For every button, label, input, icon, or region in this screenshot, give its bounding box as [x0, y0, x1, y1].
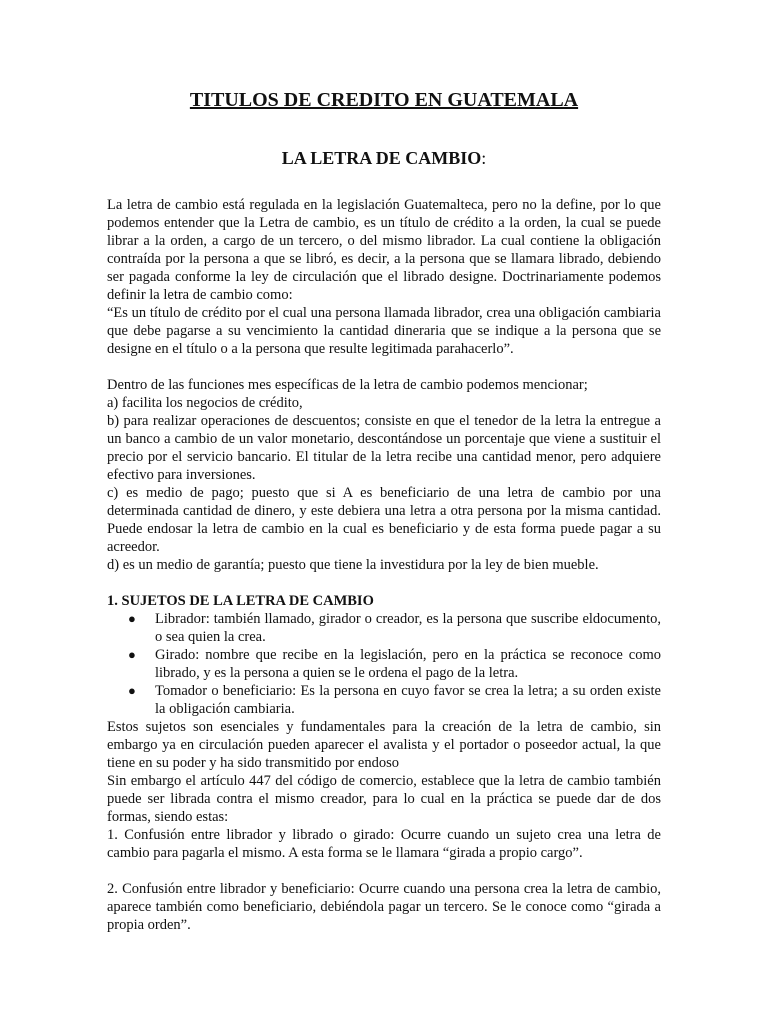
- function-a: a) facilita los negocios de crédito,: [107, 395, 303, 411]
- document-title: TITULOS DE CREDITO EN GUATEMALA: [189, 89, 579, 111]
- definition-quote: “Es un título de crédito por el cual una persona llamada librador, crea una obligación cambiaria que debe pagarse a su vencimiento la cantidad dineraria que se indique a la persona que se designe en el título o a la persona que resulte legitimada parahacerlo”.: [107, 305, 661, 357]
- subjects-list: [107, 610, 661, 718]
- bullet-icon: ●: [128, 647, 136, 662]
- functions-intro: Dentro de las funciones mes específicas de la letra de cambio podemos mencionar;: [107, 377, 588, 393]
- list-item: [128, 646, 661, 682]
- section-title-colon: :: [481, 148, 487, 168]
- list-item: [128, 610, 661, 646]
- subject-girado: Girado: nombre que recibe en la legislación, pero en la práctica se reconoce como librado, y es la persona a quien se le ordena el pago de la letra.: [155, 647, 661, 681]
- form-1-paragraph: 1. Confusión entre librador y librado o girado: Ocurre cuando un sujeto crea una letra de cambio para pagarla el mismo. A esta forma se le llamara “girada a propio cargo”.: [107, 827, 661, 861]
- list-item: [128, 682, 661, 718]
- article-447-paragraph: Sin embargo el artículo 447 del código de comercio, establece que la letra de cambio también puede ser librada contra el mismo creador, para lo cual en la práctica se puede dar de dos formas, siendo estas:: [107, 773, 661, 825]
- function-c: c) es medio de pago; puesto que si A es beneficiario de una letra de cambio por una determinada cantidad de dinero, y este debiera una letra a otra persona por la misma cantidad. Puede endosar la letra de cambio en la cual es beneficiario y de esta forma puede pagar a su acreedor.: [107, 485, 661, 555]
- section-title: [0, 147, 768, 169]
- subject-librador: Librador: también llamado, girador o creador, es la persona que suscribe eldocumento, o sea quien la crea.: [155, 611, 661, 645]
- bullet-icon: ●: [128, 611, 136, 626]
- subject-tomador: Tomador o beneficiario: Es la persona en cuyo favor se crea la letra; a su orden existe la obligación cambiaria.: [155, 683, 661, 717]
- section1-heading: 1. SUJETOS DE LA LETRA DE CAMBIO: [107, 593, 374, 609]
- paragraph-gap: [107, 358, 661, 376]
- paragraph-gap: [107, 862, 661, 880]
- form-2-paragraph: 2. Confusión entre librador y beneficiario: Ocurre cuando una persona crea la letra de cambio, aparece también como beneficiario, debiéndola pagar un tercero. Se le conoce como “girada a propia orden”.: [107, 881, 661, 933]
- function-d: d) es un medio de garantía; puesto que tiene la investidura por la ley de bien mueble.: [107, 557, 599, 573]
- bullet-icon: ●: [128, 683, 136, 698]
- section-title-text: LA LETRA DE CAMBIO: [281, 148, 482, 168]
- intro-paragraph: La letra de cambio está regulada en la legislación Guatemalteca, pero no la define, por lo que podemos entender que la Letra de cambio, es un título de crédito a la orden, la cual se puede librar a la orden, a cargo de un tercero, o del mismo librador. La cual contiene la obligación contraída por la persona a que se libró, es decir, a la persona que se llamara librado, debiendo ser pagada conforme la ley de circulación que el librado designe. Doctrinariamente podemos definir la letra de cambio como:: [107, 197, 661, 303]
- paragraph-gap: [107, 574, 661, 592]
- function-b: b) para realizar operaciones de descuentos; consiste en que el tenedor de la letra la entregue a un banco a cambio de un valor monetario, descontándose un porcentaje que viene a sustituir el precio por el servicio bancario. El titular de la letra recibe una cantidad menor, pero adquiere efectivo para inversiones.: [107, 413, 661, 483]
- document-body: [107, 196, 661, 934]
- subjects-paragraph: Estos sujetos son esenciales y fundamentales para la creación de la letra de cambio, sin embargo ya en circulación pueden aparecer el avalista y el portador o poseedor actual, la que tiene en su poder y ha sido transmitido por endoso: [107, 719, 661, 771]
